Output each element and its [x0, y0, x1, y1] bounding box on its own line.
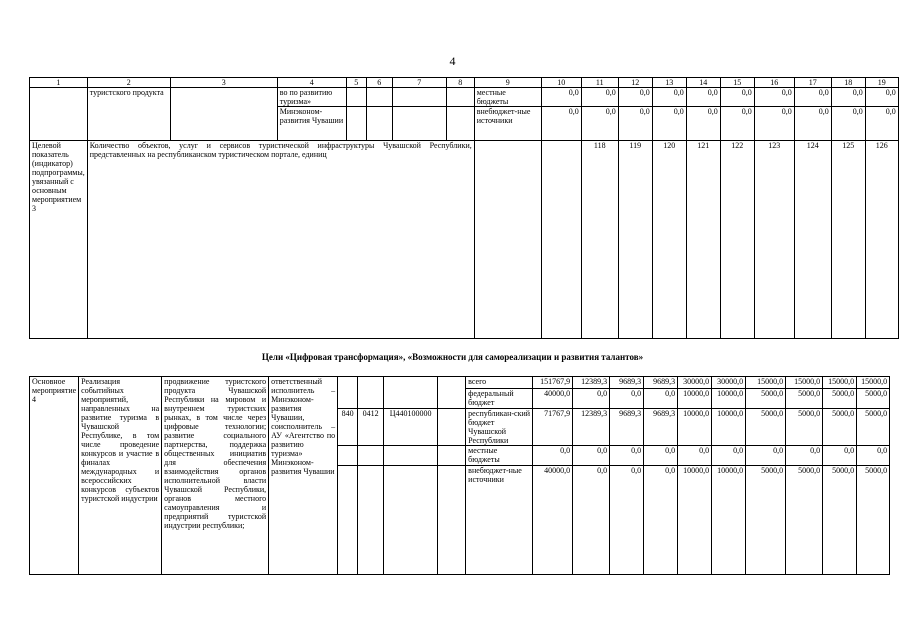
column-number: 8 [446, 78, 474, 88]
column-number: 19 [865, 78, 898, 88]
code-target: Ц440100000 [384, 409, 438, 446]
cell-agency-b: Минэконом-развития Чувашии [277, 107, 346, 141]
column-number: 17 [794, 78, 831, 88]
table-row: туристского продукта во по развитию туризма» местные бюджеты 0,0 0,0 0,0 0,0 0,0 0,0 0,0 0,0 0,0 0,0 [30, 88, 899, 107]
page-number: 4 [449, 54, 456, 68]
program-table-top [29, 77, 899, 339]
target-indicator-row: Целевой показатель (индикатор) подпрограммы, увязанный с основным мероприятием 3 Количество объектов, услуг и сервисов туристической инфраструктуры Чувашской Республики, представленных на республиканском туристическом портале, единиц 118 119 120 121 122 123 124 125 126 [30, 141, 899, 339]
column-number: 11 [581, 78, 618, 88]
event-executors: ответственный исполнитель – Минэконом-развития Чувашии, соисполнитель – АУ «Агентство по развитию туризма» Минэконом-развития Чувашии [269, 377, 338, 575]
code-ministry: 840 [338, 409, 358, 446]
table-row: Минэконом-развития Чувашии внебюджет-ные источники 0,0 0,0 0,0 0,0 0,0 0,0 0,0 0,0 0,0 0,0 [30, 107, 899, 141]
section-title: Цели «Цифровая трансформация», «Возможности для самореализации и развития талантов» [261, 352, 644, 362]
column-number: 3 [170, 78, 277, 88]
fund-label: всего [466, 377, 533, 389]
fund-label: местные бюджеты [474, 88, 541, 107]
column-number: 6 [366, 78, 392, 88]
target-text: Количество объектов, услуг и сервисов туристической инфраструктуры Чувашской Республики, представленных на республиканском туристическом портале, единиц [87, 141, 474, 339]
column-number: 16 [754, 78, 794, 88]
fund-label: внебюджет-ные источники [474, 107, 541, 141]
table-row: Основное мероприятие 4 Реализация событийных мероприятий, направленных на развитие туризма в Чувашской Республике, в том числе проведение конкурсов и участие в финалах международных и всероссийских конкурсов субъектов туристской индустрии продвижение туристского продукта Чувашской Республики на мировом и внутреннем туристских рынках, в том числе через цифровые технологии; развитие социального партнерства, поддержка общественных инициатив для обеспечения взаимодействия органов исполнительной власти Чувашской Республики, органов местного самоуправления и предприятий туристской индустрии республики; ответственный исполнитель – Минэконом-развития Чувашии, соисполнитель – АУ «Агентство по развитию туризма» Минэконом-развития Чувашии всего 151767,9 12389,3 9689,3 9689,3 30000,0 30000,0 15000,0 15000,0 15000,0 15000,0 [30, 377, 890, 389]
event-goal: продвижение туристского продукта Чувашской Республики на мировом и внутреннем туристских рынках, в том числе через цифровые технологии; развитие социального партнерства, поддержка общественных инициатив для обеспечения взаимодействия органов исполнительной власти Чувашской Республики, органов местного самоуправления и предприятий туристской индустрии республики; [162, 377, 269, 575]
table-row: местные бюджеты 0,0 0,0 0,0 0,0 0,0 0,0 0,0 0,0 0,0 0,0 [30, 446, 890, 466]
column-number: 1 [30, 78, 88, 88]
table-row: федеральный бюджет 40000,0 0,0 0,0 0,0 10000,0 10000,0 5000,0 5000,0 5000,0 5000,0 [30, 389, 890, 409]
event-number: Основное мероприятие 4 [30, 377, 79, 575]
table-row: 840 0412 Ц440100000 республикан-ский бюджет Чувашской Республики 71767,9 12389,3 9689,3 9689,3 10000,0 10000,0 5000,0 5000,0 5000,0 5000,0 [30, 409, 890, 446]
fund-label: республикан-ский бюджет Чувашской Республики [466, 409, 533, 446]
target-label: Целевой показатель (индикатор) подпрограммы, увязанный с основным мероприятием 3 [30, 141, 88, 339]
cell-product: туристского продукта [87, 88, 170, 141]
column-number: 18 [831, 78, 865, 88]
fund-label: внебюджет-ные источники [466, 466, 533, 575]
column-number: 10 [541, 78, 581, 88]
column-number: 15 [720, 78, 754, 88]
program-table-event [29, 376, 890, 575]
fund-label: федеральный бюджет [466, 389, 533, 409]
fund-label: местные бюджеты [466, 446, 533, 466]
column-number: 7 [392, 78, 446, 88]
column-number: 13 [652, 78, 686, 88]
column-number: 9 [474, 78, 541, 88]
column-number: 5 [346, 78, 366, 88]
code-section: 0412 [358, 409, 384, 446]
table-row: внебюджет-ные источники 40000,0 0,0 0,0 0,0 10000,0 10000,0 5000,0 5000,0 5000,0 5000,0 [30, 466, 890, 575]
column-number: 2 [87, 78, 170, 88]
cell-agency-a: во по развитию туризма» [277, 88, 346, 107]
column-number-row [30, 78, 899, 88]
event-name: Реализация событийных мероприятий, направленных на развитие туризма в Чувашской Республике, в том числе проведение конкурсов и участие в финалах международных и всероссийских конкурсов субъектов туристской индустрии [79, 377, 162, 575]
column-number: 4 [277, 78, 346, 88]
column-number: 14 [686, 78, 720, 88]
column-number: 12 [618, 78, 652, 88]
